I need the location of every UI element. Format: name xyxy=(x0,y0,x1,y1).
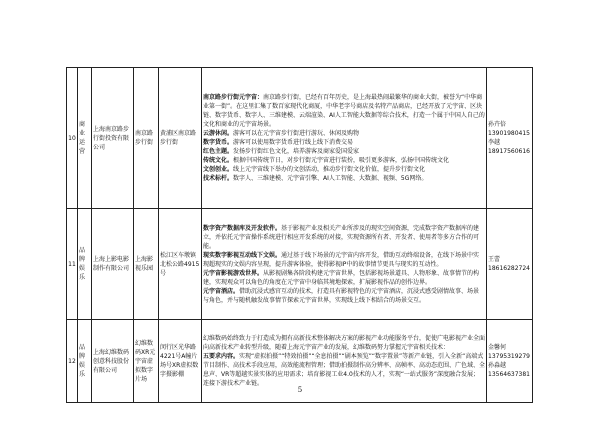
description-cell xyxy=(202,209,487,320)
row-number: 10 xyxy=(67,68,78,209)
description-paragraph xyxy=(203,269,485,287)
row-number: 11 xyxy=(67,209,78,320)
paragraph-text: 南京路步行街，已经有百年历史，是上海最热闹最繁华的商业大街，被誉为“中华商业第一街”。在这里汇集了数百家现代化商厦，中华老字号商店及名特产品商店，已经开放了元宇宙、区块链、数字货币、数字人、三维建模、云端渲染、AI人工智能大数据等综合技术，打造一个属于中国人自己的文化和商业的元宇宙场景。 xyxy=(203,94,485,128)
paragraph-text: 幻维数码始终致力于打造成为拥有高新技术整体解决方案的影视产业功能服务平台，促使广电影视产业全面向高新技术产业转型升级，随着上海元宇宙产业的发展，幻维数码努力掌握元宇宙相关技术： xyxy=(203,335,486,351)
description-paragraph xyxy=(203,224,485,251)
location-cell: 南京路步行街 xyxy=(134,68,159,209)
company-cell: 上海南京路步行街投资有限公司 xyxy=(92,68,134,209)
description-paragraph xyxy=(203,129,485,138)
description-paragraph xyxy=(203,147,485,156)
paragraph-text: 从影视剧集各阶段构建元宇宙世界，包括影视场景道具、人物形象、故事情节的构建，实现观众可以角色的角度在元宇宙中身临其境地探索，扩展影视作品的创作边界。 xyxy=(203,269,480,286)
description-paragraph xyxy=(203,334,485,352)
paragraph-heading: 云游休闲。 xyxy=(203,130,234,137)
paragraph-text: 基于影视产业及相关产业所涉及的现实空间资源，完成数字资产数据库的建立，并依托元宇宙操作系统进行相应开发系统的对接，实现资源所有者、开发者、使用者等多方合作的可能。 xyxy=(203,224,480,250)
paragraph-heading: 五要求内容。 xyxy=(203,353,240,360)
company-cell: 上海上影电影制作有限公司 xyxy=(92,209,134,320)
contact-cell: 王蕾 18616282724 xyxy=(487,209,533,320)
paragraph-text: 通过基于线下场景的元宇宙内容开发，借助互动终端设备，在线下场景中实现超现实的文娱内容呈现，提升游客体验，使得影视IP中的故事情节更具与现实的互动性。 xyxy=(203,251,480,268)
description-paragraph xyxy=(203,287,485,305)
description-paragraph xyxy=(203,174,485,183)
description-paragraph xyxy=(203,165,485,174)
location-cell: 幻维数码XR元宇宙虚拟数字片场 xyxy=(134,320,159,403)
paragraph-heading: 技术标杆。 xyxy=(203,175,234,182)
address-cell: 黄浦区南京路步行街 xyxy=(159,68,202,209)
address-cell: 松江区车墩镇北松公路4915号 xyxy=(159,209,202,320)
location-cell: 上海影视乐园 xyxy=(134,209,159,320)
category-cell: 品牌娱乐 xyxy=(78,209,92,320)
paragraph-heading: 数字资产数据库及开发软件。 xyxy=(203,224,282,232)
paragraph-text: 线上元宇宙线下举办的文创活动，推动步行街文化价值，提升步行街文化 xyxy=(233,166,426,173)
paragraph-text: 游客可以使用数字货币进行线上线下消费交易 xyxy=(233,139,354,146)
address-cell: 闵行区光华路4221号A幢片场号XR虚拟数字摄影棚 xyxy=(159,320,202,403)
table-row xyxy=(67,209,533,320)
paragraph-heading: 元宇宙酒店。 xyxy=(203,287,240,295)
paragraph-heading: 传统文化。 xyxy=(203,157,234,164)
paragraph-text: 游客可以在元宇宙步行街进行游玩、休闲及购物 xyxy=(233,130,360,137)
description-paragraph xyxy=(203,251,485,269)
page-number: 5 xyxy=(297,386,303,394)
category-cell: 品牌娱乐 xyxy=(78,320,92,403)
paragraph-heading: 元宇宙影视游戏世界。 xyxy=(203,269,264,277)
paragraph-text: 借助沉浸式感官互动的技术，打造具有影视特色的元宇宙酒店，沉浸式感受剧情故事、场景与角色，并与随机触发故事情节探索元宇宙世界，实现线上线下相结合的场景交互。 xyxy=(203,287,480,304)
contact-cell: 孙卉倍 13901980415 李越 18917560616 xyxy=(487,68,533,209)
description-paragraph xyxy=(203,352,485,388)
paragraph-heading: 红色主题。 xyxy=(203,148,234,155)
description-paragraph xyxy=(203,156,485,165)
table-row xyxy=(67,68,533,209)
paragraph-heading: 文创创业。 xyxy=(203,166,234,173)
row-number: 12 xyxy=(67,320,78,403)
description-paragraph xyxy=(203,93,485,129)
paragraph-heading: 现实数字影视互动线下文娱。 xyxy=(203,251,282,259)
paragraph-text: 根据中国传统节日，对步行街元宇宙进行装扮，吸引更多游客，弘扬中国传统文化 xyxy=(233,157,450,164)
paragraph-text: 实现“虚拟拍摄”“特效拍摄”“全息拍摄”“剧本预览”“数字置景”等新产业链，引入全新“高端式节目制作、高技术手段应用，高效能流程管理；借助拍摄制作高分辨率、高帧率、高动态范围、广色域、全息声、VR等超越实景实体的应用需求；培育影视工业4.0技术的人才，实现“一站式服务”深度融合发展；连接下游技术产业链。 xyxy=(203,353,486,387)
paragraph-heading: 数字货币。 xyxy=(203,139,234,146)
project-table xyxy=(66,67,533,403)
contact-cell: 金馨何 13795319279 孙淼越 13564637381 xyxy=(487,320,533,403)
company-cell: 上海幻维数码创意科技股份有限公司 xyxy=(92,320,134,403)
paragraph-text: 发扬步行街红色文化，培养游客及商家爱国爱家 xyxy=(233,148,360,155)
category-cell: 商业运营 xyxy=(78,68,92,209)
paragraph-text: 数字人、三维建模、元宇宙引擎、AI人工智能、大数据、视频、5G网络。 xyxy=(233,175,428,182)
paragraph-heading: 南京路步行街元宇宙： xyxy=(203,94,264,101)
description-cell xyxy=(202,68,487,209)
description-paragraph xyxy=(203,138,485,147)
